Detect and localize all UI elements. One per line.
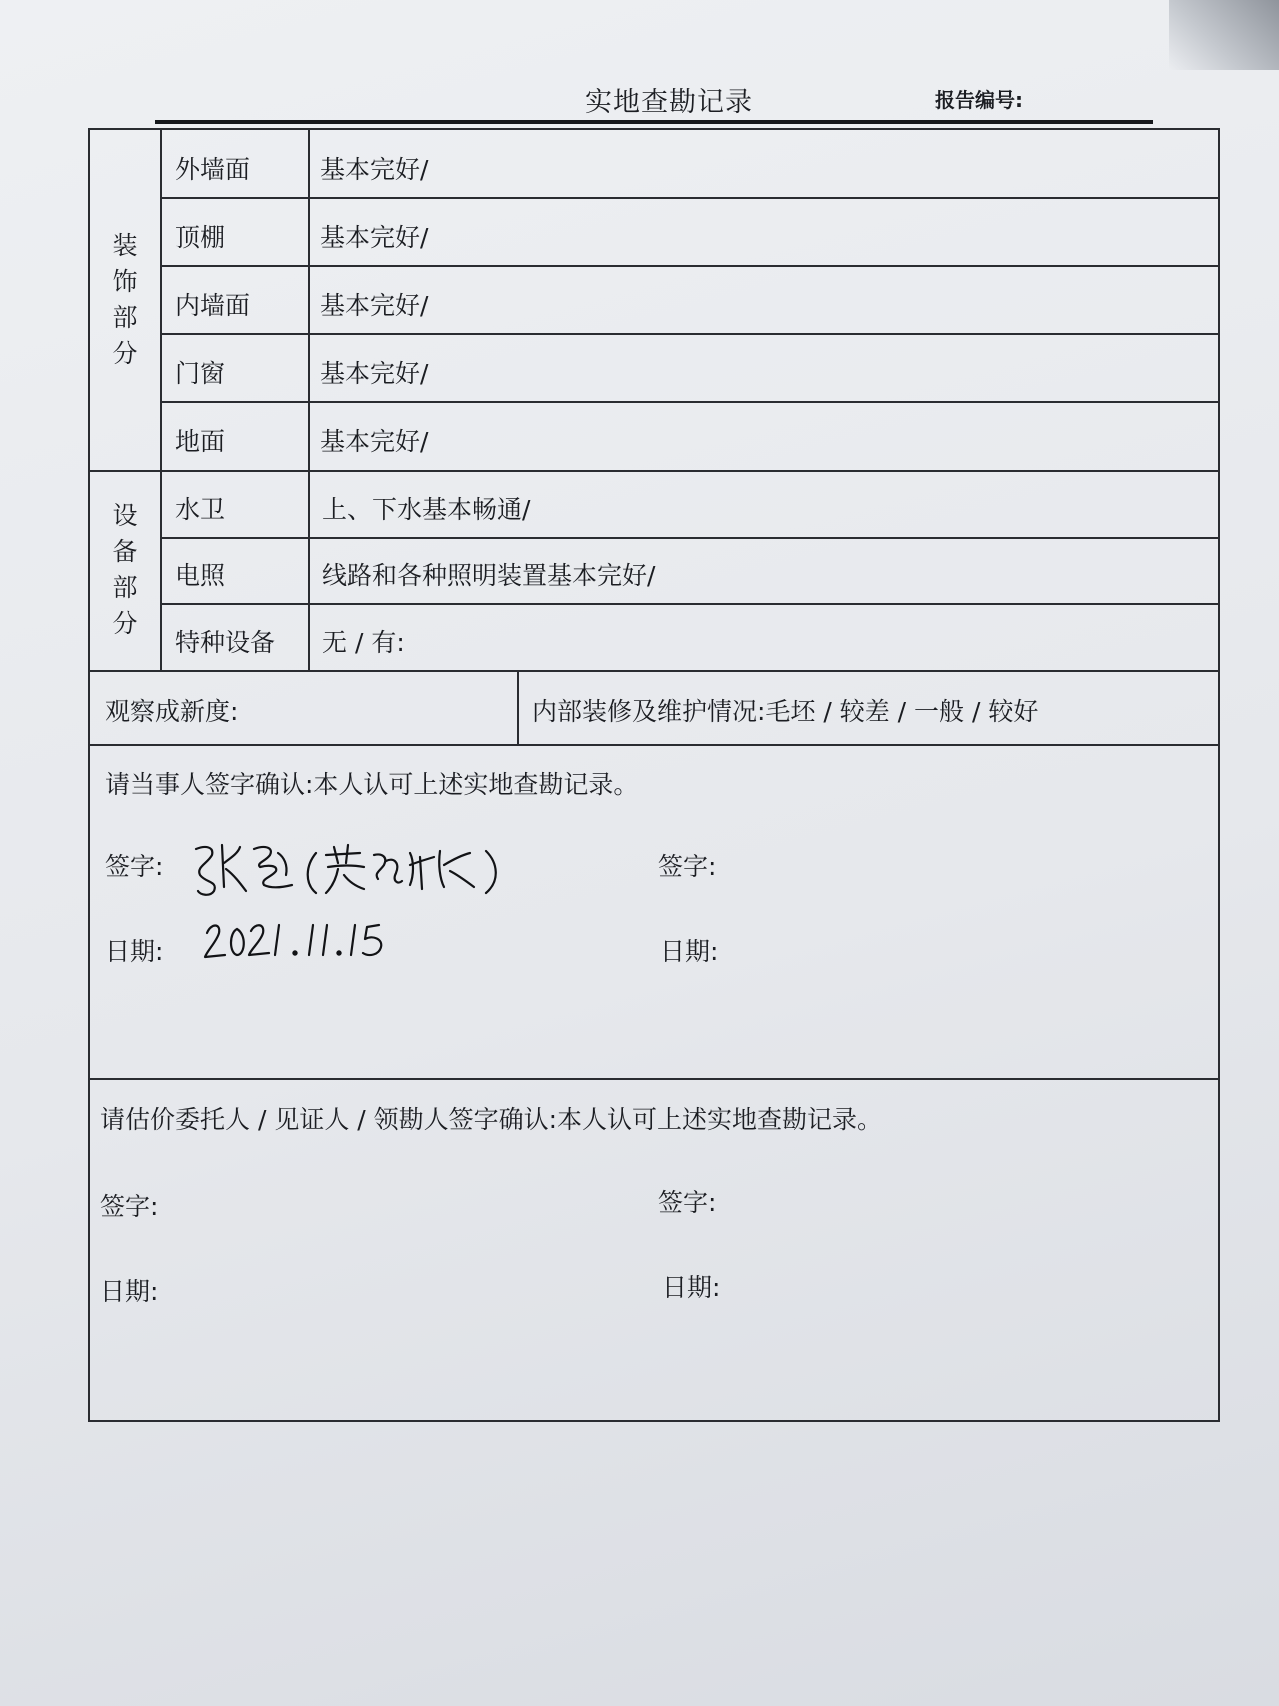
row-divider [160,265,1218,267]
status-lighting: 线路和各种照明装置基本完好/ [322,561,656,590]
client-date-label-left: 日期: [100,1277,159,1306]
party-sign-label-right: 签字: [658,852,717,881]
party-confirm-prompt: 请当事人签字确认:本人认可上述实地查勘记录。 [105,770,639,799]
row-divider [160,603,1218,605]
item-ceiling: 顶棚 [175,223,226,252]
item-lighting: 电照 [175,561,226,590]
status-doors-windows: 基本完好/ [320,359,429,388]
client-confirm-prompt: 请估价委托人 / 见证人 / 领勘人签字确认:本人认可上述实地查勘记录。 [100,1105,883,1134]
row-divider [160,197,1218,199]
item-plumbing: 水卫 [175,495,226,524]
column-divider [308,128,310,670]
status-plumbing: 上、下水基本畅通/ [322,495,531,524]
item-exterior-wall: 外墙面 [175,155,251,184]
section-divider [88,1078,1218,1080]
party-date-label-right: 日期: [660,937,719,966]
header-rule [155,120,1153,124]
column-divider [160,128,162,670]
section-divider [88,670,1218,672]
status-special-equipment: 无 / 有: [322,628,405,657]
decoration-group-label: 装饰部分 [112,231,138,368]
client-sign-label-left: 签字: [100,1192,159,1221]
status-ceiling: 基本完好/ [320,223,429,252]
row-divider [160,401,1218,403]
equipment-group-label: 设备部分 [112,501,138,638]
client-date-label-right: 日期: [662,1273,721,1302]
handwritten-signature [188,835,518,905]
status-exterior-wall: 基本完好/ [320,155,429,184]
status-floor: 基本完好/ [320,427,429,456]
item-special-equipment: 特种设备 [175,628,276,657]
paper-corner-shadow [1169,0,1279,70]
page-title: 实地查勘记录 [585,87,753,118]
item-doors-windows: 门窗 [175,359,226,388]
report-number-label: 报告编号: [935,88,1023,112]
column-divider [517,670,519,744]
client-sign-label-right: 签字: [658,1188,717,1217]
status-interior-wall: 基本完好/ [320,291,429,320]
party-date-label-left: 日期: [105,937,164,966]
row-divider [160,333,1218,335]
section-divider [88,470,1218,472]
party-sign-label-left: 签字: [105,852,164,881]
newness-label: 观察成新度: [105,697,239,726]
item-interior-wall: 内墙面 [175,291,251,320]
section-divider [88,744,1218,746]
item-floor: 地面 [175,427,226,456]
row-divider [160,537,1218,539]
handwritten-date [203,915,403,965]
maintenance-label: 内部装修及维护情况:毛坯 / 较差 / 一般 / 较好 [532,697,1039,726]
